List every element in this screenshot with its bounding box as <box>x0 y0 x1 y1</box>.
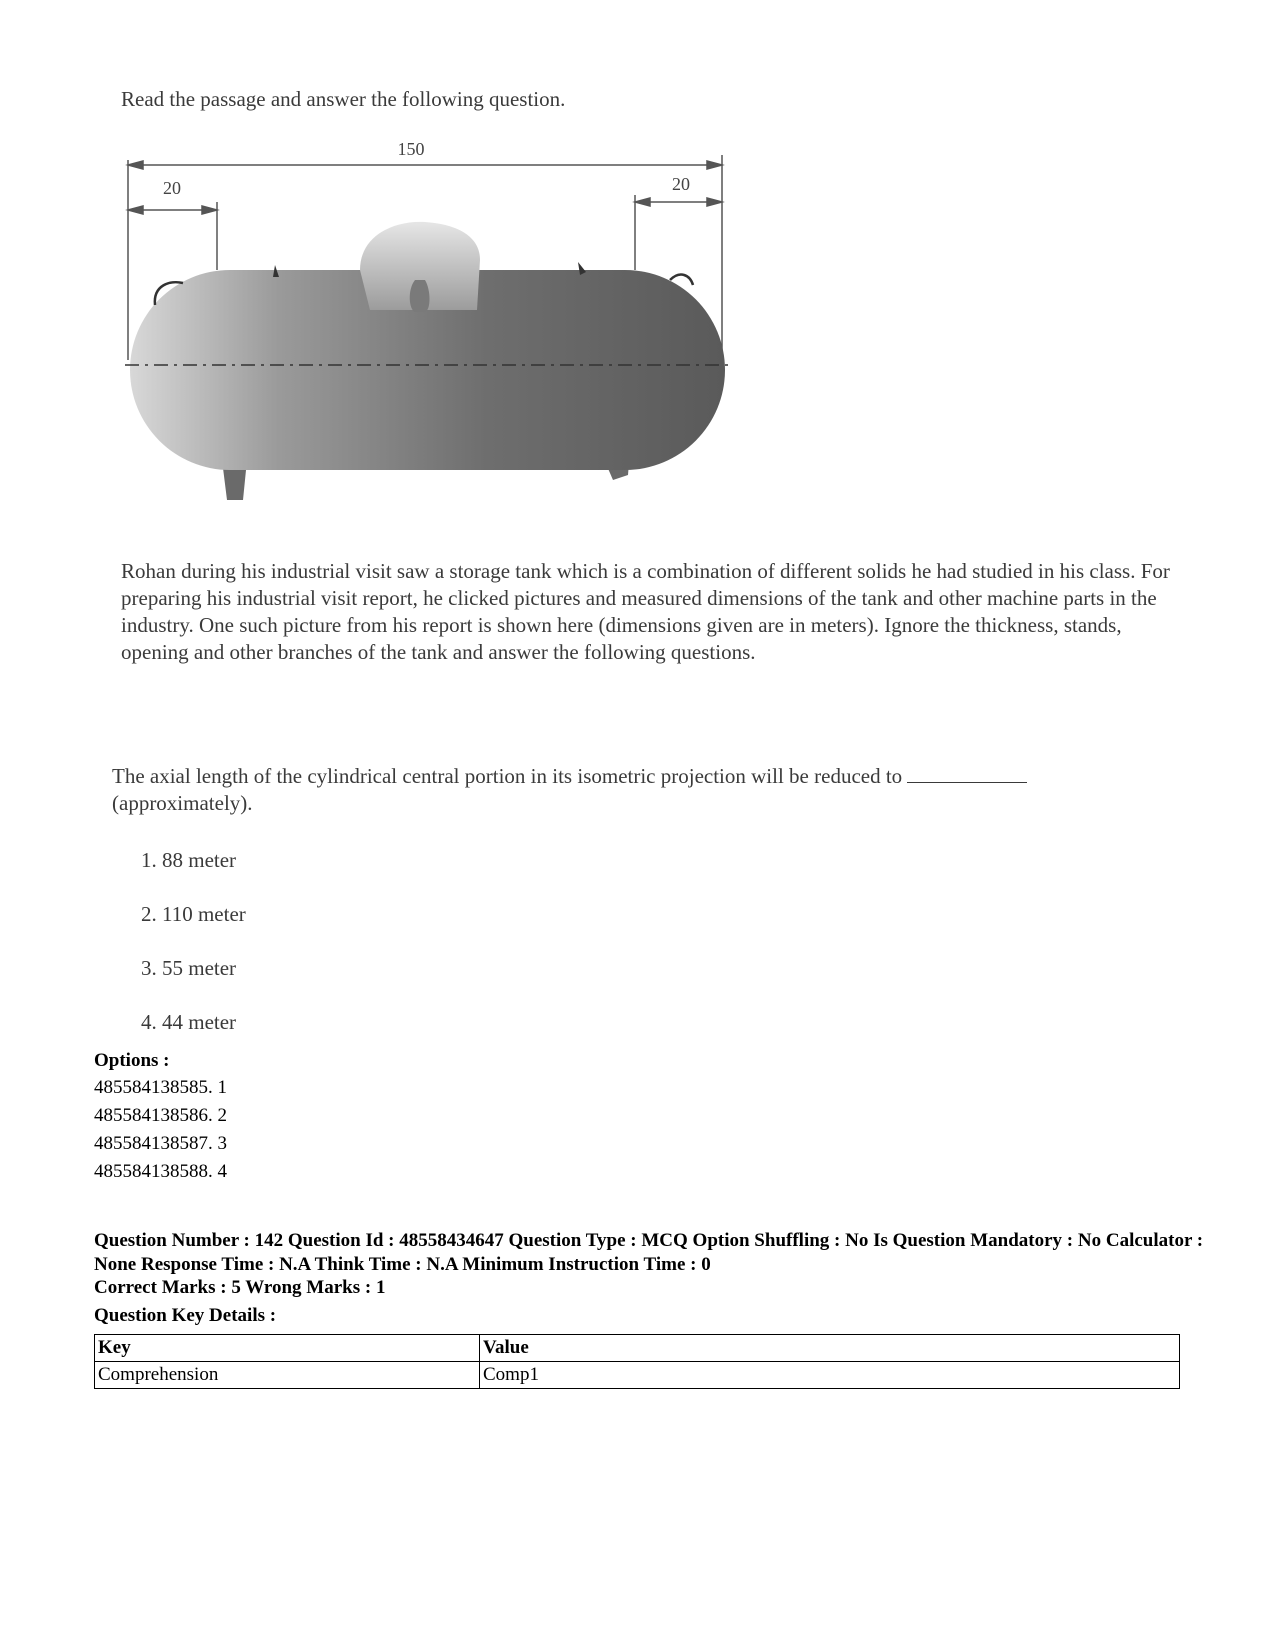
key-details-table <box>94 1334 1180 1389</box>
storage-tank-figure <box>125 140 765 530</box>
passage-text: Rohan during his industrial visit saw a storage tank which is a combination of different solids he had studied in his class. For preparing his industrial visit report, he clicked pictures and measured dimensions of the tank and other machine parts in the industry. One such picture from his report is shown here (dimensions given are in meters). Ignore the thickness, stands, opening and other branches of the tank and answer the following questions. <box>121 559 1170 664</box>
marks-info: Correct Marks : 5 Wrong Marks : 1 <box>94 1277 386 1298</box>
table-cell-value: Comp1 <box>480 1362 1180 1389</box>
choice-item: 2. 110 meter <box>141 902 246 926</box>
table-header-value: Value <box>480 1335 1180 1362</box>
question-stem: The axial length of the cylindrical central portion in its isometric projection will be reduced to <box>112 764 903 788</box>
dimension-label-right: 20 <box>672 174 690 194</box>
table-header-row <box>95 1335 1180 1362</box>
table-cell-key: Comprehension <box>95 1362 480 1389</box>
question-text <box>112 763 1192 817</box>
table-row <box>95 1362 1180 1389</box>
table-header-key: Key <box>95 1335 480 1362</box>
question-meta: Question Number : 142 Question Id : 48558434647 Question Type : MCQ Option Shuffling : No Is Question Mandatory : No Calculator : None Response Time : N.A Think Time : N.A Minimum Instruction Time : 0 <box>94 1230 1204 1275</box>
option-id-item: 485584138587. 3 <box>94 1133 227 1154</box>
option-id-item: 485584138588. 4 <box>94 1161 227 1182</box>
key-details-heading: Question Key Details : <box>94 1305 277 1326</box>
choice-item: 3. 55 meter <box>141 956 237 980</box>
choice-item: 4. 44 meter <box>141 1010 237 1034</box>
option-id-item: 485584138585. 1 <box>94 1077 227 1098</box>
choice-item: 1. 88 meter <box>141 848 237 872</box>
answer-blank <box>907 764 1027 783</box>
dimension-label-left: 20 <box>163 178 181 198</box>
instruction-text: Read the passage and answer the following question. <box>121 87 566 111</box>
question-suffix: (approximately). <box>112 791 253 815</box>
option-id-item: 485584138586. 2 <box>94 1105 227 1126</box>
dimension-label-total: 150 <box>397 140 425 159</box>
options-heading: Options : <box>94 1050 170 1071</box>
